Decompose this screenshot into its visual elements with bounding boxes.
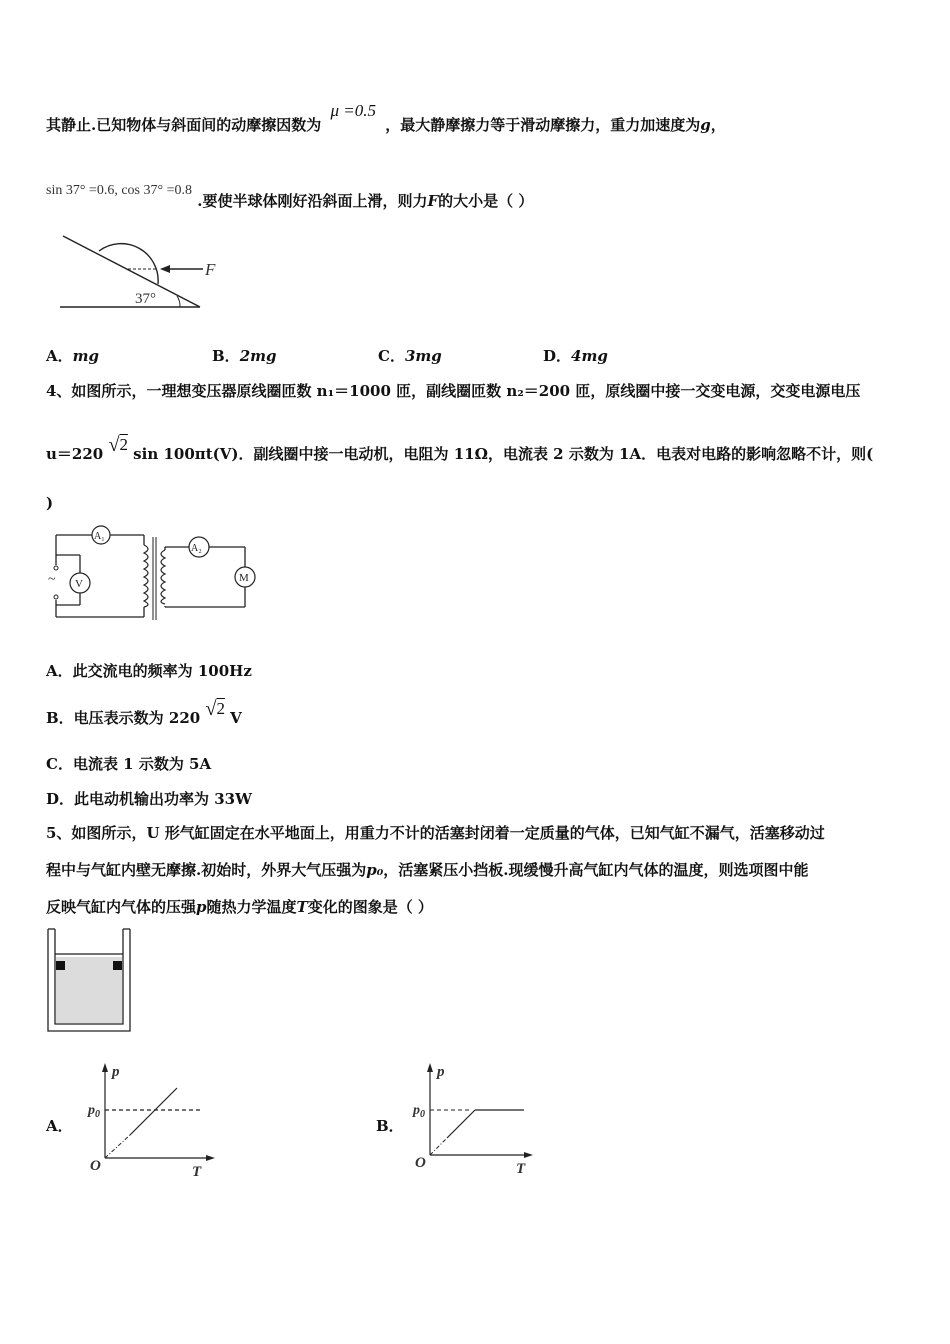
graph-line	[130, 1088, 177, 1135]
q4-option-b[interactable]	[46, 698, 242, 729]
T-symbol: T	[296, 898, 308, 916]
q4-line2	[46, 434, 874, 465]
sqrt-number: 2	[119, 435, 128, 454]
q4-line3: )	[46, 494, 54, 512]
force-label: F	[205, 260, 216, 279]
y-arrow	[102, 1063, 108, 1072]
mu-value: μ =0.5	[330, 101, 376, 120]
option-text: mg	[72, 347, 100, 365]
option-a[interactable]	[46, 345, 99, 366]
p0-symbol: p₀	[366, 861, 384, 879]
p0-sub: 0	[95, 1109, 100, 1120]
q3-text: 其静止.已知物体与斜面间的动摩擦因数为	[46, 116, 322, 134]
q4-line1: 4、如图所示，一理想变压器原线圈匝数 n₁＝1000 匝，副线圈匝数 n₂＝200 匝，原线圈中接一交变电源，交变电源电压	[46, 382, 861, 400]
g-symbol: g	[700, 116, 711, 134]
q3-text: 的大小是（ ）	[438, 192, 534, 210]
origin-label: O	[415, 1155, 426, 1171]
sqrt-number: 2	[216, 699, 225, 718]
sqrt-sign: √	[108, 434, 120, 456]
motor-label: M	[239, 572, 249, 584]
sqrt-sign: √	[205, 698, 217, 720]
option-text: B．电压表示数为 220	[46, 709, 201, 727]
y-arrow	[427, 1063, 433, 1072]
p0-main: p	[88, 1103, 95, 1118]
q4-option-d[interactable]: D．此电动机输出功率为 33W	[46, 790, 252, 808]
graph-a-letter[interactable]: A．	[46, 1117, 73, 1135]
q4-option-a[interactable]: A．此交流电的频率为 100Hz	[46, 662, 252, 680]
q4-text: u＝220	[46, 445, 104, 463]
option-letter: A．	[46, 347, 73, 365]
force-symbol: F	[427, 192, 439, 210]
extrapolation-dashed	[430, 1138, 447, 1155]
q3-text: .要使半球体刚好沿斜面上滑，则力	[197, 192, 428, 210]
option-letter: D．	[543, 347, 572, 365]
q5-line3	[46, 896, 433, 917]
incline-figure	[55, 228, 235, 313]
q5-line2	[46, 859, 809, 880]
option-text: 4mg	[571, 347, 608, 365]
p-symbol: p	[196, 898, 207, 916]
q5-text: 程中与气缸内壁无摩擦.初始时，外界大气压强为	[46, 861, 367, 879]
option-d[interactable]	[543, 345, 608, 366]
p0-main: p	[413, 1103, 420, 1118]
transformer-circuit	[44, 525, 274, 625]
angle-label: 37°	[135, 291, 156, 307]
q4-text: sin 100πt(V)．副线圈中接一电动机，电阻为 11Ω，电流表 2 示数为 1A．电表对电路的影响忽略不计，则(	[133, 445, 874, 463]
option-text: 3mg	[404, 347, 442, 365]
origin-label: O	[90, 1158, 101, 1174]
primary-coil	[144, 545, 148, 607]
ammeter-2-label: A₂	[191, 543, 202, 554]
hemisphere	[99, 244, 158, 284]
ac-source: ~	[48, 572, 56, 587]
x-arrow	[206, 1155, 215, 1161]
q5-text: 变化的图象是（ ）	[307, 898, 433, 916]
extrapolation-dashed	[105, 1135, 130, 1158]
option-c[interactable]	[378, 345, 442, 366]
q3-line1	[46, 101, 726, 135]
y-label: p	[437, 1064, 445, 1080]
angle-arc	[177, 296, 180, 307]
graph-a[interactable]	[85, 1060, 215, 1180]
x-label: T	[516, 1161, 526, 1177]
q5-text: 随热力学温度	[206, 898, 297, 916]
cylinder-figure	[46, 927, 136, 1035]
p0-label	[87, 1103, 100, 1120]
q5-text: 反映气缸内气体的压强	[46, 898, 197, 916]
q4-option-c[interactable]: C．电流表 1 示数为 5A	[46, 755, 212, 773]
option-letter: B．	[212, 347, 240, 365]
p0-sub: 0	[420, 1109, 425, 1120]
graph-rise	[447, 1110, 475, 1138]
stopper-right	[113, 961, 122, 970]
option-unit: V	[230, 709, 242, 727]
q5-text: ，活塞紧压小挡板.现缓慢升高气缸内气体的温度，则选项图中能	[383, 861, 809, 879]
gas-region	[56, 957, 122, 1023]
x-label: T	[192, 1164, 202, 1180]
incline-line	[63, 236, 200, 307]
graph-b-letter[interactable]: B．	[376, 1117, 404, 1135]
q3-text: ，	[710, 116, 726, 134]
x-arrow	[524, 1152, 533, 1158]
arrow-head	[160, 265, 170, 273]
q5-line1: 5、如图所示，U 形气缸固定在水平地面上，用重力不计的活塞封闭着一定质量的气体，已知气缸不漏气，活塞移动过	[46, 824, 825, 842]
voltmeter-label: V	[75, 578, 83, 590]
stopper-left	[56, 961, 65, 970]
secondary-coil	[161, 550, 165, 604]
option-letter: C．	[378, 347, 405, 365]
q3-text: ，最大静摩擦力等于滑动摩擦力，重力加速度为	[385, 116, 701, 134]
trig-values: sin 37° =0.6, cos 37° =0.8	[46, 183, 192, 198]
y-label: p	[112, 1064, 120, 1080]
option-b[interactable]	[212, 345, 276, 366]
option-text: 2mg	[239, 347, 277, 365]
q3-line2	[46, 178, 534, 210]
p0-label	[412, 1103, 425, 1120]
graph-b[interactable]	[410, 1060, 540, 1180]
ammeter-1-label: A₁	[94, 531, 105, 542]
